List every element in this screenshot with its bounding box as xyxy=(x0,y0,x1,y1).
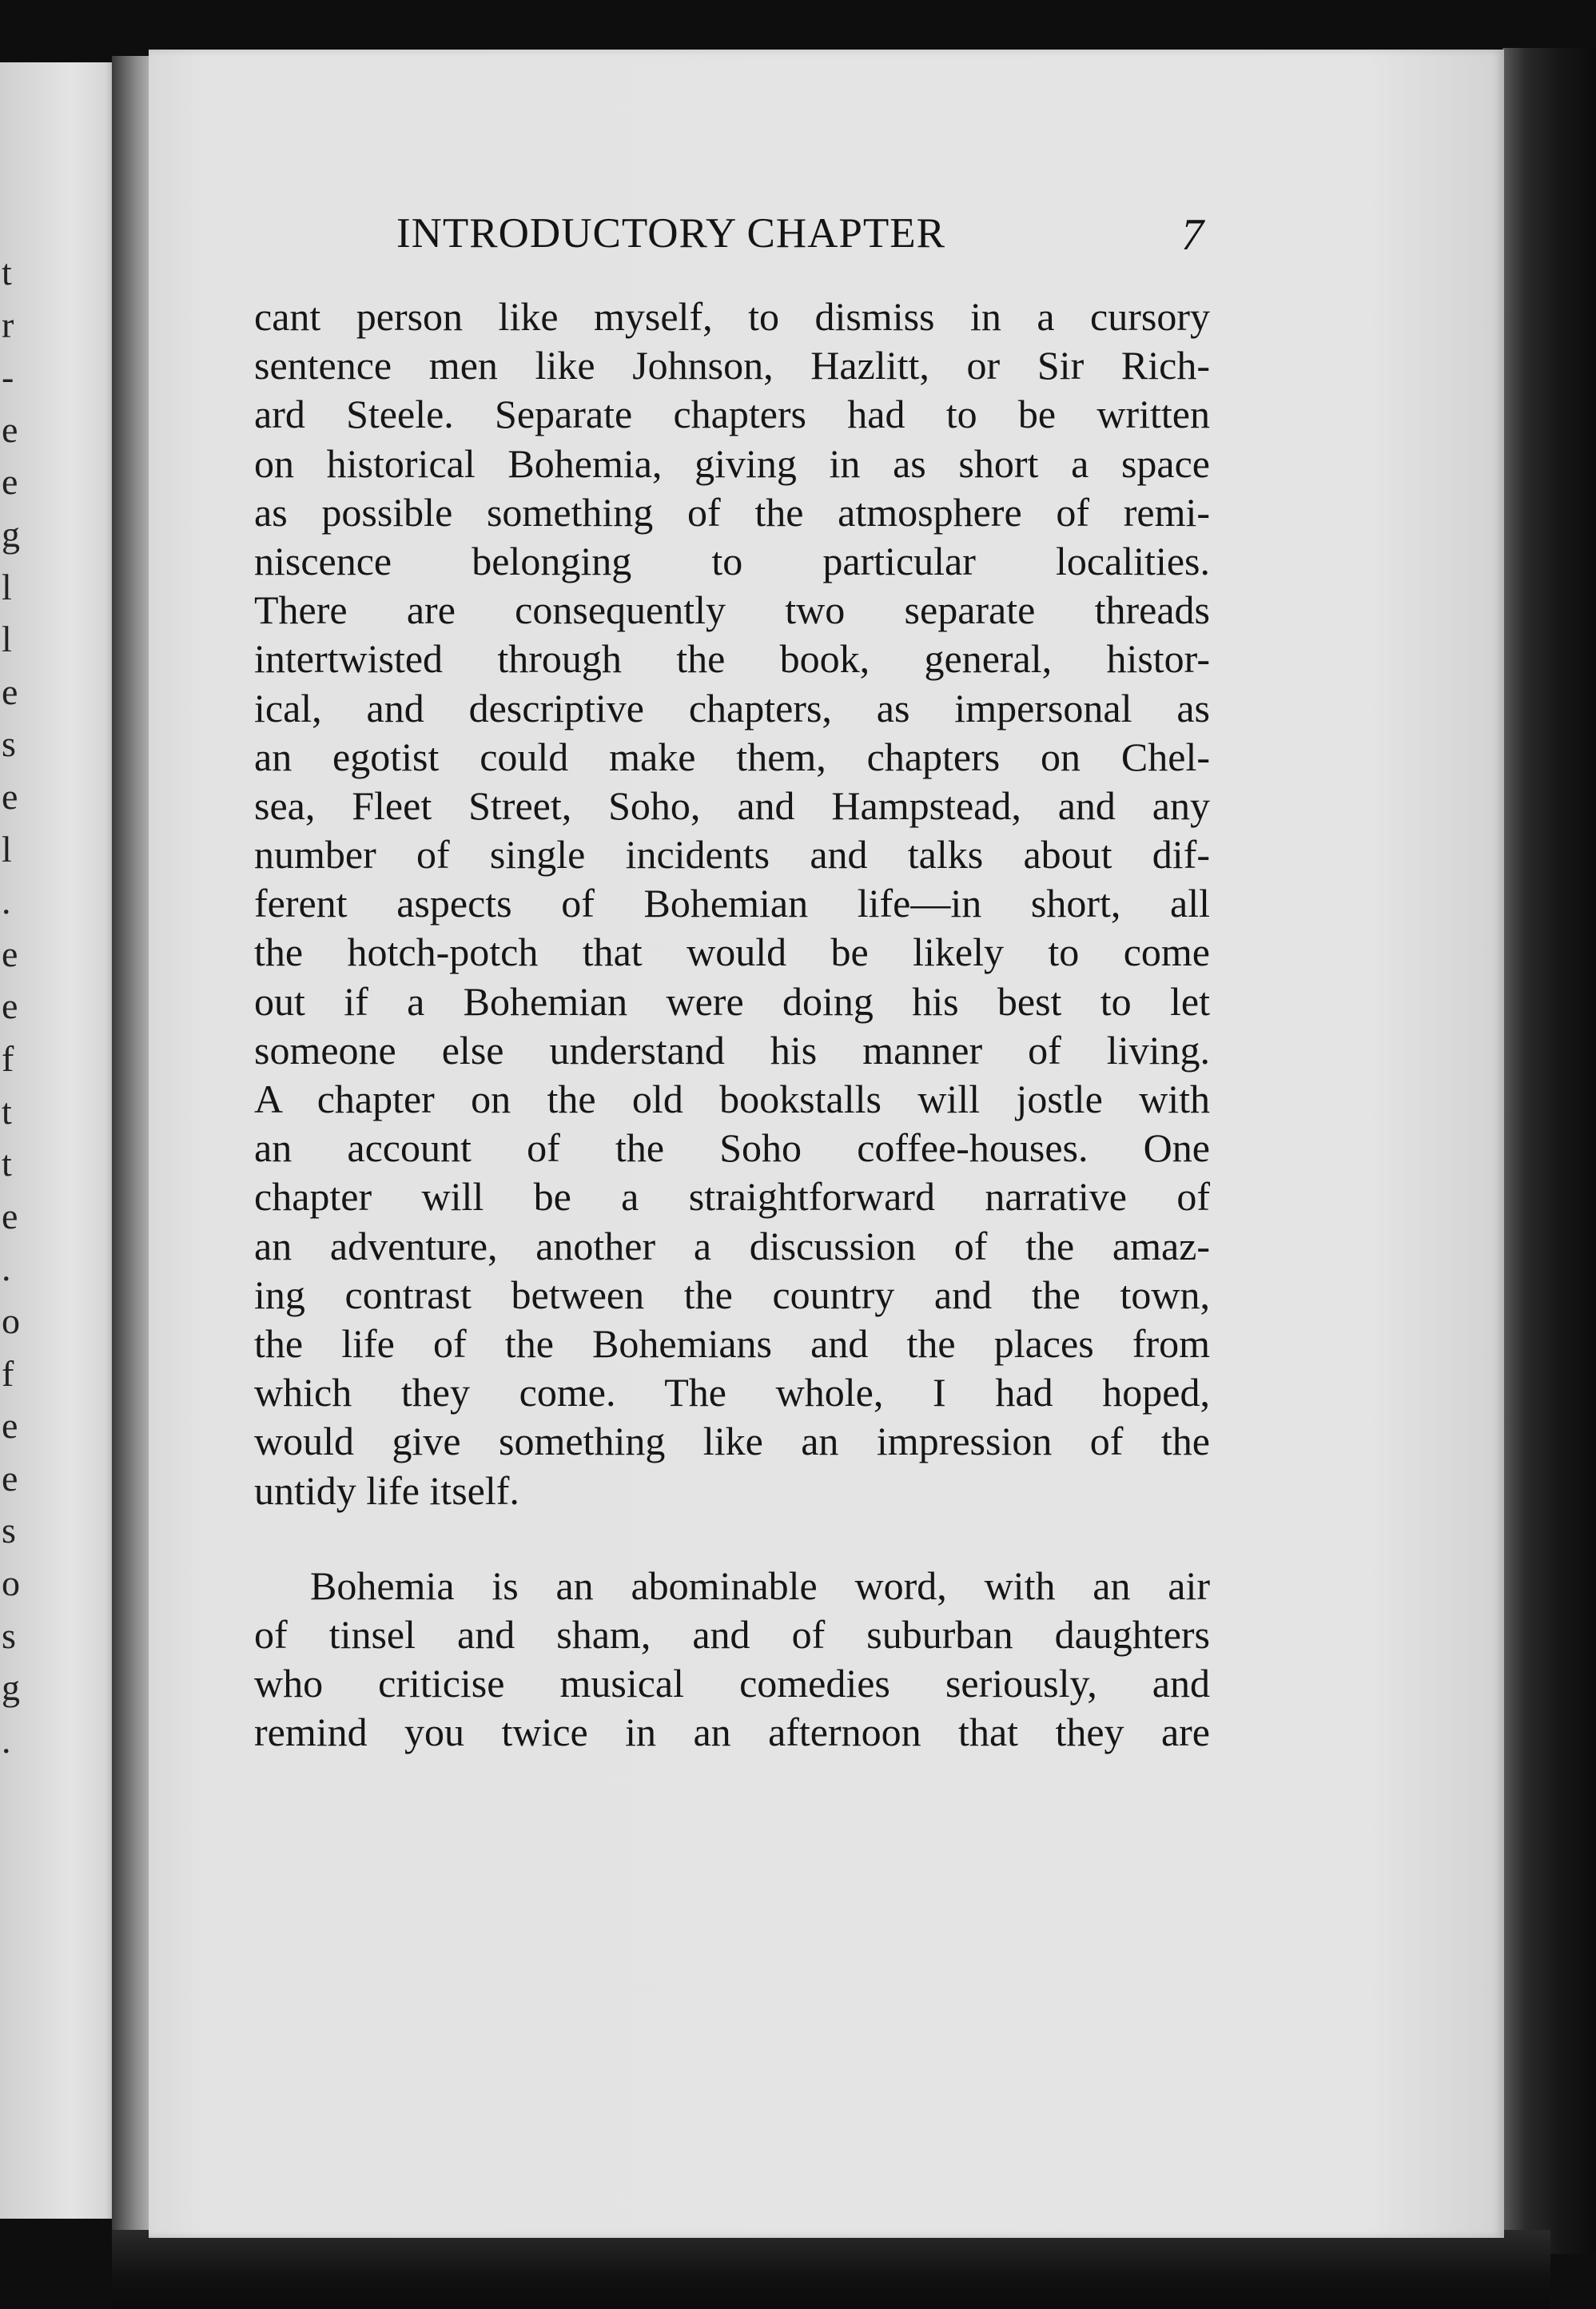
previous-page-fragment: l xyxy=(2,619,12,660)
text-line: Bohemia is an abominable word, with an air xyxy=(310,1563,1210,1608)
previous-page-fragment: e xyxy=(2,1195,18,1236)
page-header xyxy=(396,209,1204,273)
previous-page-fragment: o xyxy=(2,1300,20,1341)
previous-page-fragment: r xyxy=(2,304,14,345)
text-line: sentence men like Johnson, Hazlitt, or Sir Rich- xyxy=(254,343,1210,388)
text-line: on historical Bohemia, giving in as short a space xyxy=(254,440,1210,486)
previous-page-fragment: . xyxy=(2,881,11,922)
text-line: would give something like an impression of the xyxy=(254,1419,1210,1464)
text-line: niscence belonging to particular localities. xyxy=(254,538,1210,583)
text-line: someone else understand his manner of living. xyxy=(254,1027,1210,1073)
book-gutter xyxy=(112,56,153,2230)
text-line: the life of the Bohemians and the places from xyxy=(254,1320,1210,1366)
text-line: cant person like myself, to dismiss in a cursory xyxy=(254,294,1210,339)
previous-page-fragment: g xyxy=(2,1667,20,1709)
text-line: as possible something of the atmosphere of remi- xyxy=(254,489,1210,535)
previous-page-fragment: e xyxy=(2,985,18,1027)
previous-page-fragment: . xyxy=(2,1719,11,1761)
previous-page-fragment: t xyxy=(2,252,12,293)
previous-page-fragment: s xyxy=(2,1510,16,1551)
previous-page-fragment: . xyxy=(2,1248,11,1289)
text-line: the hotch-potch that would be likely to come xyxy=(254,930,1210,975)
page-bottom-shadow xyxy=(112,2230,1550,2309)
text-line: of tinsel and sham, and of suburban daughters xyxy=(254,1611,1210,1657)
text-line: A chapter on the old bookstalls will jostle with xyxy=(254,1077,1210,1121)
text-line: ferent aspects of Bohemian life—in short, all xyxy=(254,881,1210,926)
previous-page-fragment: f xyxy=(2,1352,14,1394)
previous-page-fragment: e xyxy=(2,933,18,974)
running-head: INTRODUCTORY CHAPTER xyxy=(396,210,945,257)
previous-page-fragment: e xyxy=(2,461,18,503)
text-line: untidy life itself. xyxy=(254,1467,519,1513)
previous-page-fragment: e xyxy=(2,671,18,712)
previous-page-edge xyxy=(0,62,120,2219)
text-line: chapter will be a straightforward narrative of xyxy=(254,1174,1210,1220)
previous-page-fragment: t xyxy=(2,1143,12,1184)
previous-page-fragment: g xyxy=(2,514,20,555)
text-line: ical, and descriptive chapters, as impersonal as xyxy=(254,685,1210,731)
text-line: an adventure, another a discussion of the amaz- xyxy=(254,1223,1210,1268)
paragraph-break xyxy=(254,1515,1210,1562)
text-line: an account of the Soho coffee-houses. One xyxy=(254,1125,1210,1171)
text-line: remind you twice in an afternoon that they are xyxy=(254,1710,1210,1755)
text-line: ard Steele. Separate chapters had to be written xyxy=(254,392,1210,437)
text-line: who criticise musical comedies seriously, and xyxy=(254,1661,1210,1706)
page-number: 7 xyxy=(1181,210,1204,260)
text-line: number of single incidents and talks about dif- xyxy=(254,832,1210,878)
previous-page-fragment: t xyxy=(2,1090,12,1132)
paragraph xyxy=(254,1562,1210,1758)
previous-page-fragment: e xyxy=(2,408,18,450)
previous-page-fragment: o xyxy=(2,1563,20,1603)
previous-page-fragment: l xyxy=(2,566,12,607)
previous-page-fragment: e xyxy=(2,1457,18,1499)
text-line: which they come. The whole, I had hoped, xyxy=(254,1370,1210,1415)
page-stack-edge xyxy=(1502,48,1596,2254)
previous-page-fragment: s xyxy=(2,723,16,765)
previous-page-fragment: e xyxy=(2,1405,18,1447)
body-text xyxy=(254,293,1210,1757)
text-line: ing contrast between the country and the town, xyxy=(254,1272,1210,1317)
previous-page-fragment: e xyxy=(2,776,18,817)
previous-page-fragment: l xyxy=(2,828,12,870)
text-line: There are consequently two separate threads xyxy=(254,587,1210,633)
previous-page-fragment: f xyxy=(2,1038,14,1079)
text-line: intertwisted through the book, general, histor- xyxy=(254,636,1210,682)
paragraph xyxy=(254,293,1210,1515)
text-line: an egotist could make them, chapters on Chel- xyxy=(254,734,1210,779)
text-line: out if a Bohemian were doing his best to let xyxy=(254,978,1210,1024)
previous-page-fragment: s xyxy=(2,1614,16,1656)
previous-page-fragment: - xyxy=(2,356,14,398)
text-line: sea, Fleet Street, Soho, and Hampstead, and any xyxy=(254,782,1210,828)
